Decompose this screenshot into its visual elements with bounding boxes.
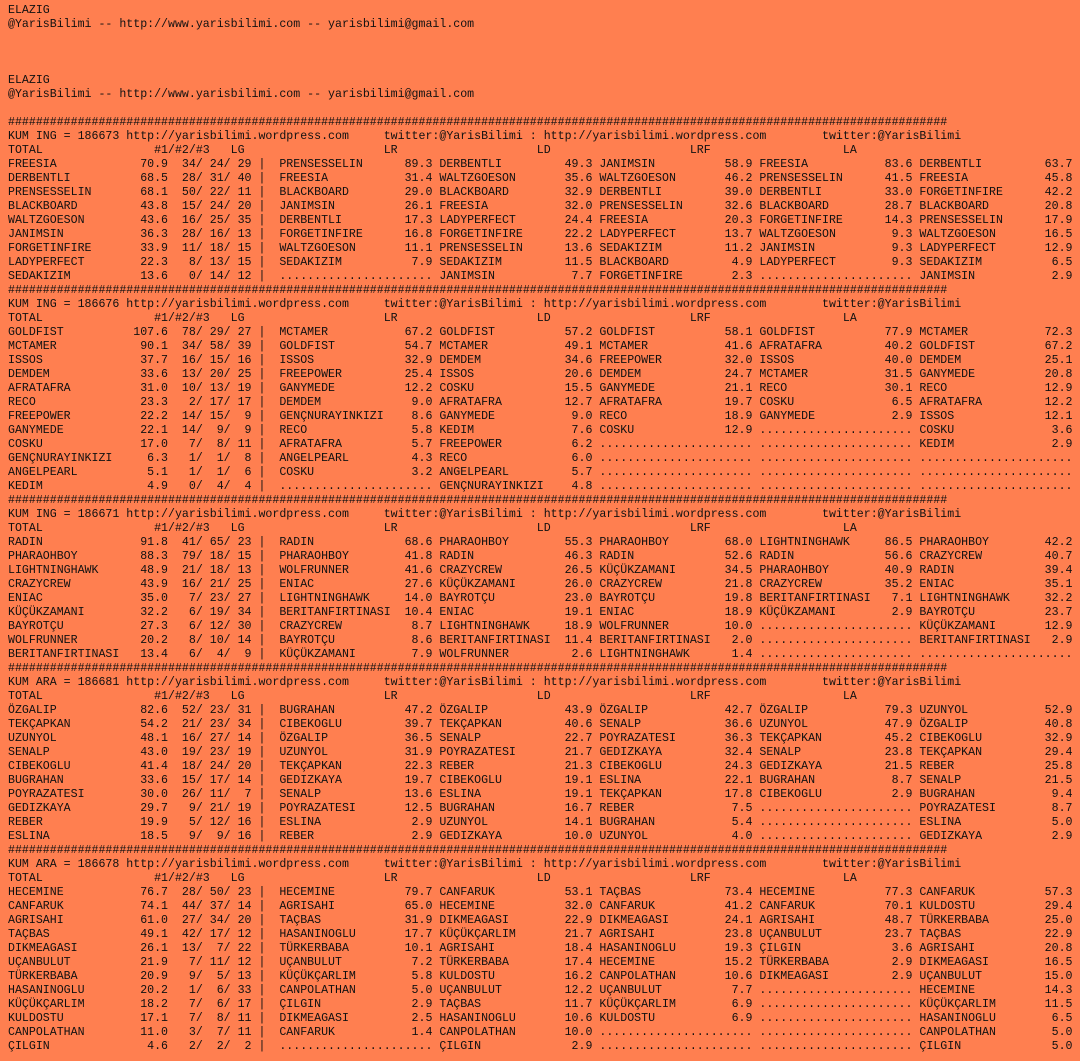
table-row: DERBENTLI 68.5 28/ 31/ 40 | FREESIA 31.4 WALTZGOESON 35.6 WALTZGOESON 46.2 PRENSESSELIN 41.5 FREESIA 45.8 bbox=[8, 172, 1073, 185]
table-row: SEDAKIZIM 13.6 0/ 14/ 12 | ...................... JANIMSIN 7.7 FORGETINFIRE 2.3 ...................... JANIMSIN 2.9 bbox=[8, 270, 1073, 283]
separator-line: ####################################################################################################################################### bbox=[8, 494, 948, 507]
column-header-line: TOTAL #1/#2/#3 LG LR LD LRF LA bbox=[8, 872, 857, 885]
table-row: TÜRKERBABA 20.9 9/ 5/ 13 | KÜÇÜKÇARLIM 5.8 KULDOSTU 16.2 CANPOLATHAN 10.6 DIKMEAGASI 2.9 UÇANBULUT 15.0 bbox=[8, 970, 1073, 983]
table-row: CRAZYCREW 43.9 16/ 21/ 25 | ENIAC 27.6 KÜÇÜKZAMANI 26.0 CRAZYCREW 21.8 CRAZYCREW 35.2 ENIAC 35.1 bbox=[8, 578, 1073, 591]
table-row: RADIN 91.8 41/ 65/ 23 | RADIN 68.6 PHARAOHBOY 55.3 PHARAOHBOY 68.0 LIGHTNINGHAWK 86.5 PHARAOHBOY 42.2 bbox=[8, 536, 1073, 549]
report-credit: @YarisBilimi -- http://www.yarisbilimi.com -- yarisbilimi@gmail.com bbox=[8, 18, 475, 31]
table-row: WOLFRUNNER 20.2 8/ 10/ 14 | BAYROTÇU 8.6 BERITANFIRTINASI 11.4 BERITANFIRTINASI 2.0 ...................... BERITANFIRTINASI 2.9 bbox=[8, 634, 1073, 647]
table-row: GENÇNURAYINKIZI 6.3 1/ 1/ 8 | ANGELPEARL 4.3 RECO 6.0 ...................... ...................... ...................... bbox=[8, 452, 1073, 465]
table-row: CANPOLATHAN 11.0 3/ 7/ 11 | CANFARUK 1.4 CANPOLATHAN 10.0 ...................... ...................... CANPOLATHAN 5.0 bbox=[8, 1026, 1073, 1039]
table-row: MCTAMER 90.1 34/ 58/ 39 | GOLDFIST 54.7 MCTAMER 49.1 MCTAMER 41.6 AFRATAFRA 40.2 GOLDFIST 67.2 bbox=[8, 340, 1073, 353]
race-title-line: KUM ARA = 186678 http://yarisbilimi.wordpress.com twitter:@YarisBilimi : http://yarisbilimi.wordpress.com twitter:@YarisBilimi bbox=[8, 858, 962, 871]
separator-line: ####################################################################################################################################### bbox=[8, 284, 948, 297]
table-row: TAÇBAS 49.1 42/ 17/ 12 | HASANINOGLU 17.7 KÜÇÜKÇARLIM 21.7 AGRISAHI 23.8 UÇANBULUT 23.7 TAÇBAS 22.9 bbox=[8, 928, 1073, 941]
table-row: UÇANBULUT 21.9 7/ 11/ 12 | UÇANBULUT 7.2 TÜRKERBABA 17.4 HECEMINE 15.2 TÜRKERBABA 2.9 DIKMEAGASI 16.5 bbox=[8, 956, 1073, 969]
report-title: ELAZIG bbox=[8, 4, 50, 17]
column-header-line: TOTAL #1/#2/#3 LG LR LD LRF LA bbox=[8, 144, 857, 157]
column-header-line: TOTAL #1/#2/#3 LG LR LD LRF LA bbox=[8, 690, 857, 703]
table-row: RECO 23.3 2/ 17/ 17 | DEMDEM 9.0 AFRATAFRA 12.7 AFRATAFRA 19.7 COSKU 6.5 AFRATAFRA 12.2 bbox=[8, 396, 1073, 409]
blank-line bbox=[8, 60, 1080, 74]
table-row: LIGHTNINGHAWK 48.9 21/ 18/ 13 | WOLFRUNNER 41.6 CRAZYCREW 26.5 KÜÇÜKZAMANI 34.5 PHARAOHBOY 40.9 RADIN 39.4 bbox=[8, 564, 1073, 577]
separator-line: ####################################################################################################################################### bbox=[8, 844, 948, 857]
table-row: GEDIZKAYA 29.7 9/ 21/ 19 | POYRAZATESI 12.5 BUGRAHAN 16.7 REBER 7.5 ...................... POYRAZATESI 8.7 bbox=[8, 802, 1073, 815]
table-row: GANYMEDE 22.1 14/ 9/ 9 | RECO 5.8 KEDIM 7.6 COSKU 12.9 ...................... COSKU 3.6 bbox=[8, 424, 1073, 437]
table-row: ÖZGALIP 82.6 52/ 23/ 31 | BUGRAHAN 47.2 ÖZGALIP 43.9 ÖZGALIP 42.7 ÖZGALIP 79.3 UZUNYOL 52.9 bbox=[8, 704, 1073, 717]
race-title-line: KUM ING = 186671 http://yarisbilimi.wordpress.com twitter:@YarisBilimi : http://yarisbilimi.wordpress.com twitter:@YarisBilimi bbox=[8, 508, 962, 521]
table-row: KÜÇÜKÇARLIM 18.2 7/ 6/ 17 | ÇILGIN 2.9 TAÇBAS 11.7 KÜÇÜKÇARLIM 6.9 ...................... KÜÇÜKÇARLIM 11.5 bbox=[8, 998, 1073, 1011]
table-row: TEKÇAPKAN 54.2 21/ 23/ 34 | CIBEKOGLU 39.7 TEKÇAPKAN 40.6 SENALP 36.6 UZUNYOL 47.9 ÖZGALIP 40.8 bbox=[8, 718, 1073, 731]
table-row: KULDOSTU 17.1 7/ 8/ 11 | DIKMEAGASI 2.5 HASANINOGLU 10.6 KULDOSTU 6.9 ...................... HASANINOGLU 6.5 bbox=[8, 1012, 1073, 1025]
table-row: HASANINOGLU 20.2 1/ 6/ 33 | CANPOLATHAN 5.0 UÇANBULUT 12.2 UÇANBULUT 7.7 ...................... HECEMINE 14.3 bbox=[8, 984, 1073, 997]
table-row: BUGRAHAN 33.6 15/ 17/ 14 | GEDIZKAYA 19.7 CIBEKOGLU 19.1 ESLINA 22.1 BUGRAHAN 8.7 SENALP 21.5 bbox=[8, 774, 1073, 787]
blank-line bbox=[8, 102, 1080, 116]
table-row: SENALP 43.0 19/ 23/ 19 | UZUNYOL 31.9 POYRAZATESI 21.7 GEDIZKAYA 32.4 SENALP 23.8 TEKÇAPKAN 29.4 bbox=[8, 746, 1073, 759]
table-row: PHARAOHBOY 88.3 79/ 18/ 15 | PHARAOHBOY 41.8 RADIN 46.3 RADIN 52.6 RADIN 56.6 CRAZYCREW 40.7 bbox=[8, 550, 1073, 563]
table-row: LADYPERFECT 22.3 8/ 13/ 15 | SEDAKIZIM 7.9 SEDAKIZIM 11.5 BLACKBOARD 4.9 LADYPERFECT 9.3 SEDAKIZIM 6.5 bbox=[8, 256, 1073, 269]
table-row: BAYROTÇU 27.3 6/ 12/ 30 | CRAZYCREW 8.7 LIGHTNINGHAWK 18.9 WOLFRUNNER 10.0 ...................... KÜÇÜKZAMANI 12.9 bbox=[8, 620, 1073, 633]
separator-line: ####################################################################################################################################### bbox=[8, 662, 948, 675]
separator-line: ####################################################################################################################################### bbox=[8, 116, 948, 129]
table-row: AFRATAFRA 31.0 10/ 13/ 19 | GANYMEDE 12.2 COSKU 15.5 GANYMEDE 21.1 RECO 30.1 RECO 12.9 bbox=[8, 382, 1073, 395]
table-row: PRENSESSELIN 68.1 50/ 22/ 11 | BLACKBOARD 29.0 BLACKBOARD 32.9 DERBENTLI 39.0 DERBENTLI 33.0 FORGETINFIRE 42.2 bbox=[8, 186, 1073, 199]
table-row: COSKU 17.0 7/ 8/ 11 | AFRATAFRA 5.7 FREEPOWER 6.2 ...................... ...................... KEDIM 2.9 bbox=[8, 438, 1073, 451]
race-title-line: KUM ARA = 186681 http://yarisbilimi.wordpress.com twitter:@YarisBilimi : http://yarisbilimi.wordpress.com twitter:@YarisBilimi bbox=[8, 676, 962, 689]
table-row: ANGELPEARL 5.1 1/ 1/ 6 | COSKU 3.2 ANGELPEARL 5.7 ...................... ...................... ...................... bbox=[8, 466, 1073, 479]
table-row: HECEMINE 76.7 28/ 50/ 23 | HECEMINE 79.7 CANFARUK 53.1 TAÇBAS 73.4 HECEMINE 77.3 CANFARUK 57.3 bbox=[8, 886, 1073, 899]
table-row: ÇILGIN 4.6 2/ 2/ 2 | ...................... ÇILGIN 2.9 ...................... ...................... ÇILGIN 5.0 bbox=[8, 1040, 1073, 1053]
table-row: FREEPOWER 22.2 14/ 15/ 9 | GENÇNURAYINKIZI 8.6 GANYMEDE 9.0 RECO 18.9 GANYMEDE 2.9 ISSOS 12.1 bbox=[8, 410, 1073, 423]
table-row: FREESIA 70.9 34/ 24/ 29 | PRENSESSELIN 89.3 DERBENTLI 49.3 JANIMSIN 58.9 FREESIA 83.6 DERBENTLI 63.7 bbox=[8, 158, 1073, 171]
table-row: ENIAC 35.0 7/ 23/ 27 | LIGHTNINGHAWK 14.0 BAYROTÇU 23.0 BAYROTÇU 19.8 BERITANFIRTINASI 7.1 LIGHTNINGHAWK 32.2 bbox=[8, 592, 1073, 605]
column-header-line: TOTAL #1/#2/#3 LG LR LD LRF LA bbox=[8, 312, 857, 325]
column-header-line: TOTAL #1/#2/#3 LG LR LD LRF LA bbox=[8, 522, 857, 535]
blank-line bbox=[8, 46, 1080, 60]
table-row: WALTZGOESON 43.6 16/ 25/ 35 | DERBENTLI 17.3 LADYPERFECT 24.4 FREESIA 20.3 FORGETINFIRE 14.3 PRENSESSELIN 17.9 bbox=[8, 214, 1073, 227]
table-row: GOLDFIST 107.6 78/ 29/ 27 | MCTAMER 67.2 GOLDFIST 57.2 GOLDFIST 58.1 GOLDFIST 77.9 MCTAMER 72.3 bbox=[8, 326, 1073, 339]
table-row: ISSOS 37.7 16/ 15/ 16 | ISSOS 32.9 DEMDEM 34.6 FREEPOWER 32.0 ISSOS 40.0 DEMDEM 25.1 bbox=[8, 354, 1073, 367]
table-row: AGRISAHI 61.0 27/ 34/ 20 | TAÇBAS 31.9 DIKMEAGASI 22.9 DIKMEAGASI 24.1 AGRISAHI 48.7 TÜRKERBABA 25.0 bbox=[8, 914, 1073, 927]
table-row: KÜÇÜKZAMANI 32.2 6/ 19/ 34 | BERITANFIRTINASI 10.4 ENIAC 19.1 ENIAC 18.9 KÜÇÜKZAMANI 2.9 BAYROTÇU 23.7 bbox=[8, 606, 1073, 619]
table-row: REBER 19.9 5/ 12/ 16 | ESLINA 2.9 UZUNYOL 14.1 BUGRAHAN 5.4 ...................... ESLINA 5.0 bbox=[8, 816, 1073, 829]
table-row: CIBEKOGLU 41.4 18/ 24/ 20 | TEKÇAPKAN 22.3 REBER 21.3 CIBEKOGLU 24.3 GEDIZKAYA 21.5 REBER 25.8 bbox=[8, 760, 1073, 773]
blank-line bbox=[8, 32, 1080, 46]
table-row: POYRAZATESI 30.0 26/ 11/ 7 | SENALP 13.6 ESLINA 19.1 TEKÇAPKAN 17.8 CIBEKOGLU 2.9 BUGRAHAN 9.4 bbox=[8, 788, 1073, 801]
report-title: ELAZIG bbox=[8, 74, 50, 87]
table-row: ESLINA 18.5 9/ 9/ 16 | REBER 2.9 GEDIZKAYA 10.0 UZUNYOL 4.0 ...................... GEDIZKAYA 2.9 bbox=[8, 830, 1073, 843]
table-row: BLACKBOARD 43.8 15/ 24/ 20 | JANIMSIN 26.1 FREESIA 32.0 PRENSESSELIN 32.6 BLACKBOARD 28.7 BLACKBOARD 20.8 bbox=[8, 200, 1073, 213]
table-row: KEDIM 4.9 0/ 4/ 4 | ...................... GENÇNURAYINKIZI 4.8 ...................... ...................... ...................... bbox=[8, 480, 1073, 493]
table-row: FORGETINFIRE 33.9 11/ 18/ 15 | WALTZGOESON 11.1 PRENSESSELIN 13.6 SEDAKIZIM 11.2 JANIMSIN 9.3 LADYPERFECT 12.9 bbox=[8, 242, 1073, 255]
table-row: DEMDEM 33.6 13/ 20/ 25 | FREEPOWER 25.4 ISSOS 20.6 DEMDEM 24.7 MCTAMER 31.5 GANYMEDE 20.8 bbox=[8, 368, 1073, 381]
race-title-line: KUM ING = 186676 http://yarisbilimi.wordpress.com twitter:@YarisBilimi : http://yarisbilimi.wordpress.com twitter:@YarisBilimi bbox=[8, 298, 962, 311]
report-credit: @YarisBilimi -- http://www.yarisbilimi.com -- yarisbilimi@gmail.com bbox=[8, 88, 475, 101]
race-title-line: KUM ING = 186673 http://yarisbilimi.wordpress.com twitter:@YarisBilimi : http://yarisbilimi.wordpress.com twitter:@YarisBilimi bbox=[8, 130, 962, 143]
table-row: DIKMEAGASI 26.1 13/ 7/ 22 | TÜRKERBABA 10.1 AGRISAHI 18.4 HASANINOGLU 19.3 ÇILGIN 3.6 AGRISAHI 20.8 bbox=[8, 942, 1073, 955]
table-row: JANIMSIN 36.3 28/ 16/ 13 | FORGETINFIRE 16.8 FORGETINFIRE 22.2 LADYPERFECT 13.7 WALTZGOESON 9.3 WALTZGOESON 16.5 bbox=[8, 228, 1073, 241]
table-row: BERITANFIRTINASI 13.4 6/ 4/ 9 | KÜÇÜKZAMANI 7.9 WOLFRUNNER 2.6 LIGHTNINGHAWK 1.4 ...................... ...................... bbox=[8, 648, 1073, 661]
table-row: UZUNYOL 48.1 16/ 27/ 14 | ÖZGALIP 36.5 SENALP 22.7 POYRAZATESI 36.3 TEKÇAPKAN 45.2 CIBEKOGLU 32.9 bbox=[8, 732, 1073, 745]
table-row: CANFARUK 74.1 44/ 37/ 14 | AGRISAHI 65.0 HECEMINE 32.0 CANFARUK 41.2 CANFARUK 70.1 KULDOSTU 29.4 bbox=[8, 900, 1073, 913]
